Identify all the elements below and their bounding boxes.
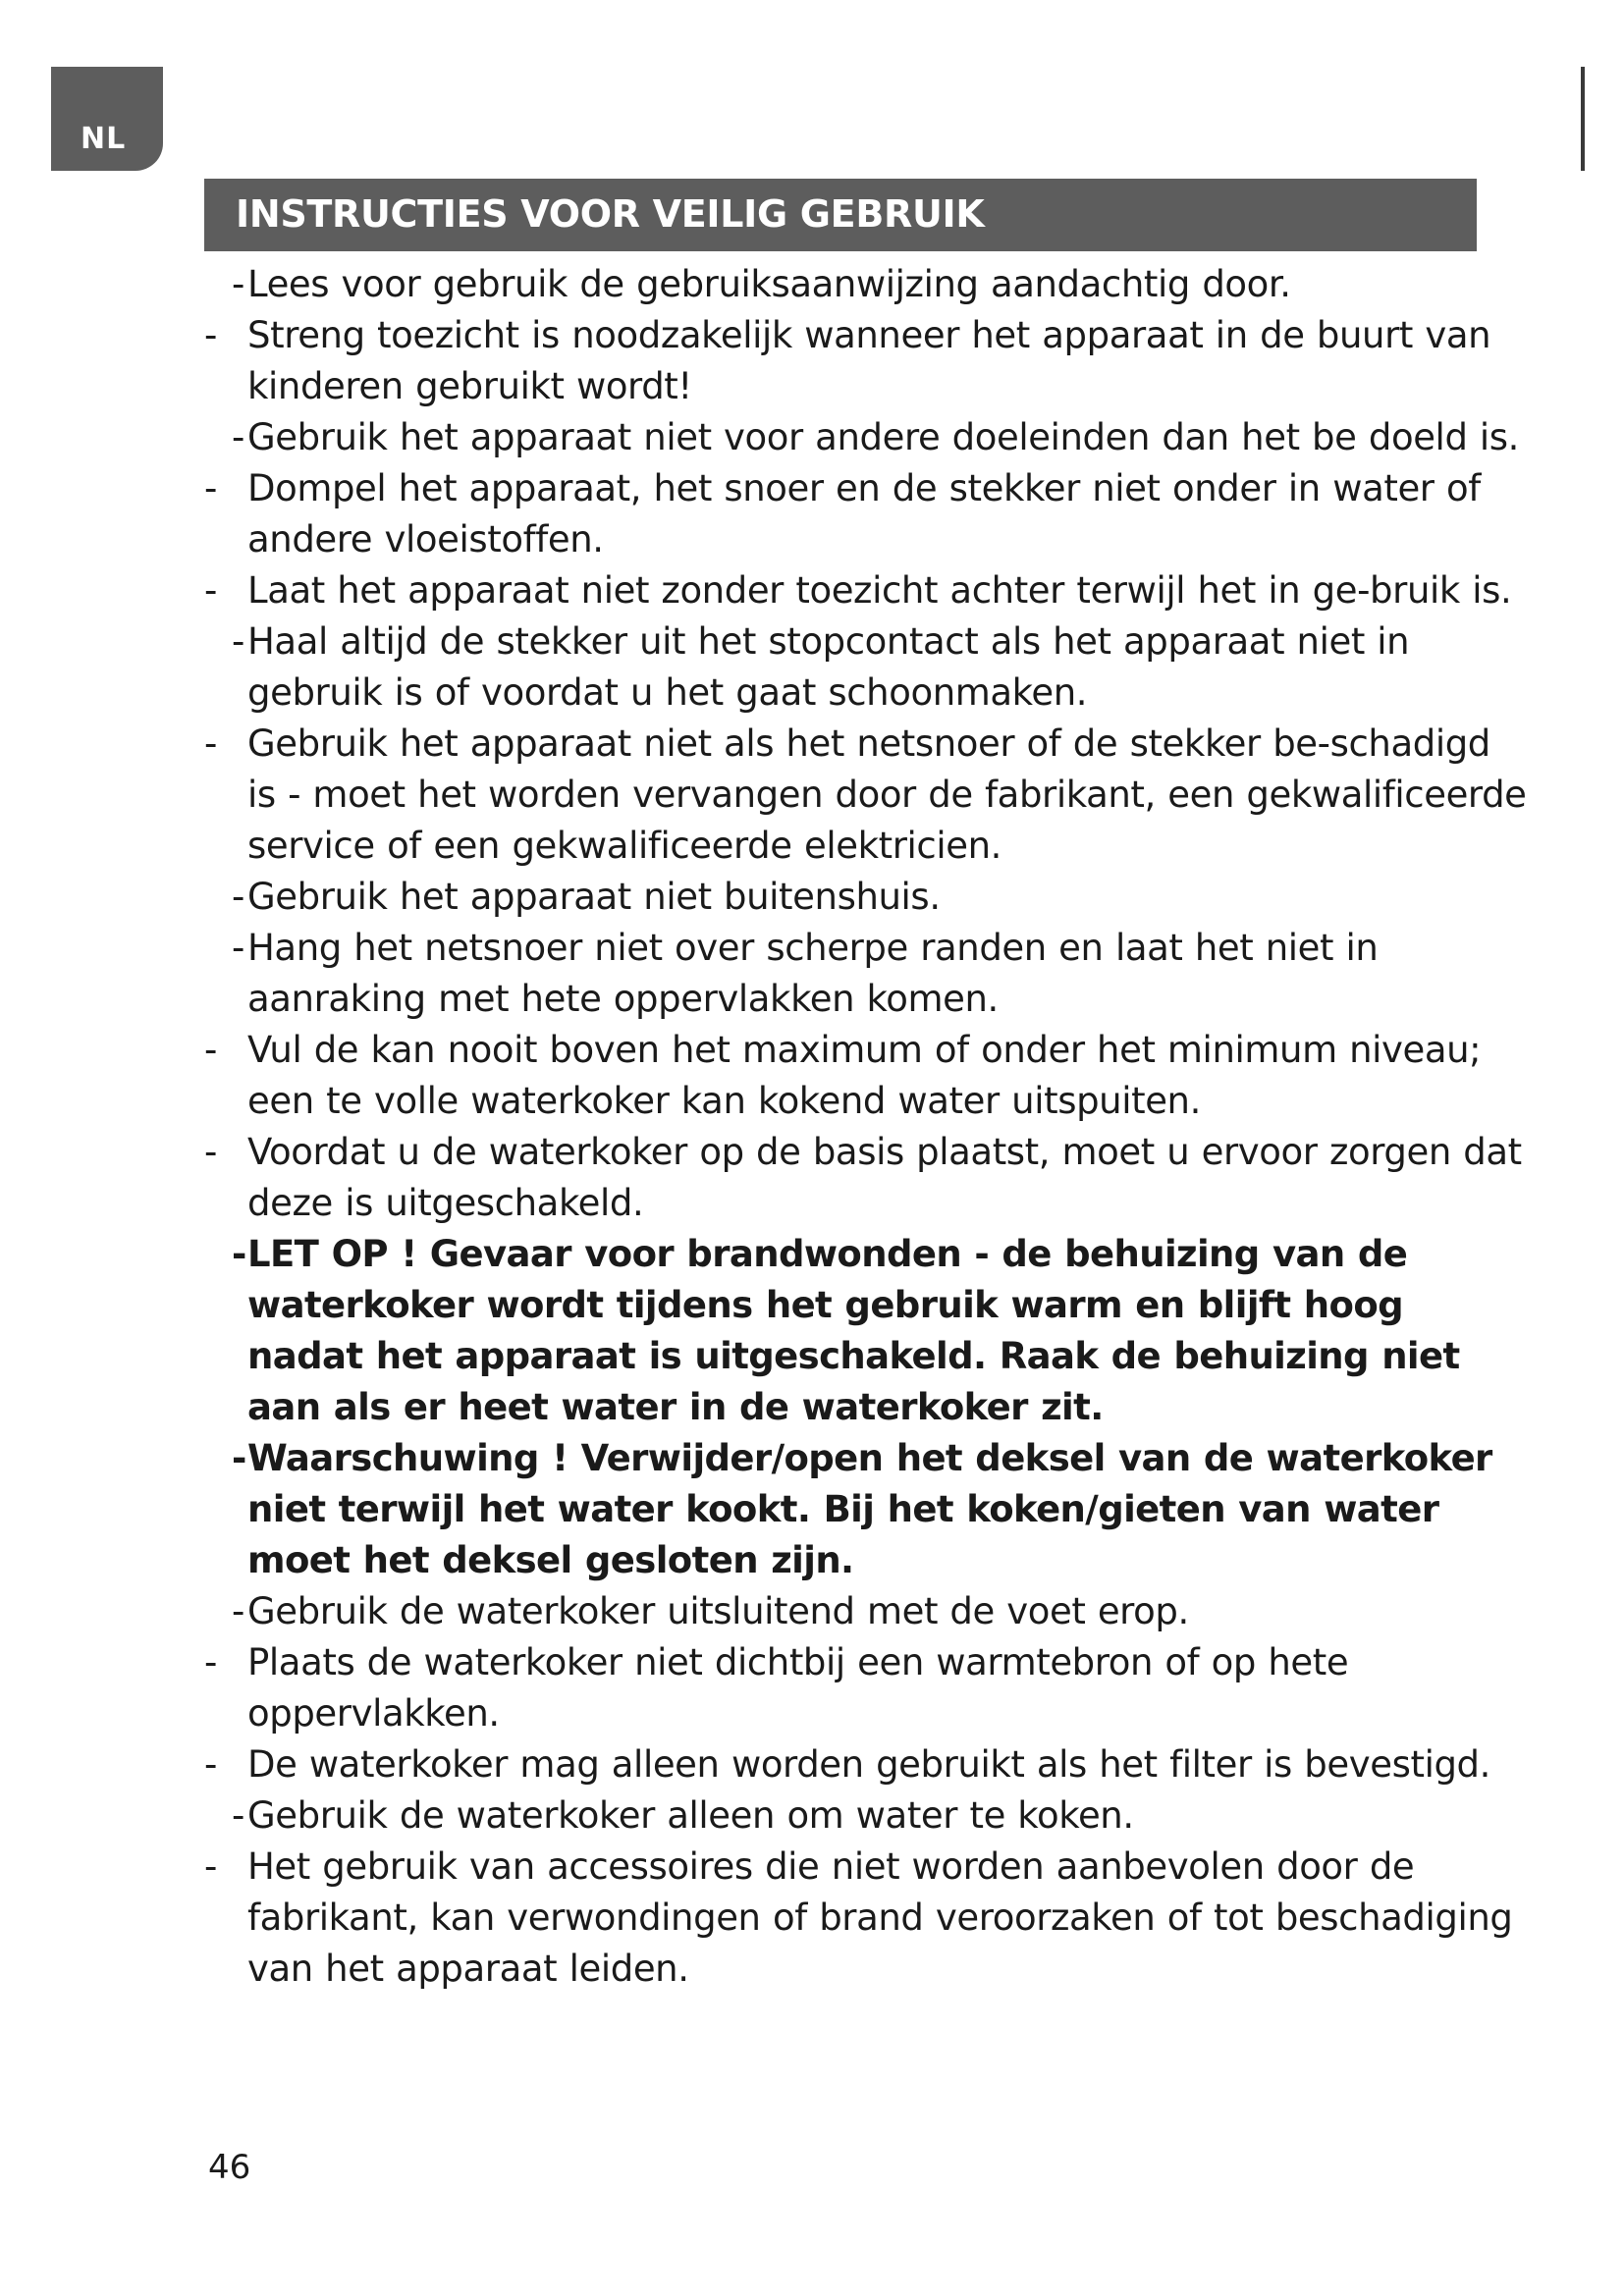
instruction-item — [204, 1790, 1530, 1842]
language-tab — [51, 67, 163, 171]
instruction-item — [204, 719, 1530, 872]
bullet-dash: - — [232, 1794, 244, 1837]
instruction-item — [204, 412, 1530, 463]
instruction-item — [204, 923, 1530, 1025]
bullet-dash: - — [232, 1437, 246, 1479]
bullet-dash: - — [232, 263, 244, 305]
section-header — [204, 179, 1477, 251]
instruction-item — [204, 1229, 1530, 1433]
bullet-dash: - — [204, 1743, 217, 1786]
instruction-item — [204, 310, 1530, 412]
instruction-text: LET OP ! Gevaar voor brandwonden - de behuizing van de waterkoker wordt tijdens het gebruik warm en blijft hoog nadat het apparaat is uitgeschakeld. Raak de behuizing niet aan als er heet water in de waterkoker zit. — [247, 1233, 1460, 1428]
instruction-item — [204, 1637, 1530, 1739]
instruction-text: Gebruik het apparaat niet voor andere doeleinden dan het be doeld is. — [247, 416, 1520, 458]
instruction-text: Gebruik de waterkoker alleen om water te koken. — [247, 1794, 1134, 1837]
bullet-dash: - — [204, 722, 217, 765]
instruction-text: Het gebruik van accessoires die niet worden aanbevolen door de fabrikant, kan verwondingen of brand veroorzaken of tot beschadiging van het apparaat leiden. — [247, 1845, 1513, 1990]
instruction-item — [204, 463, 1530, 565]
instruction-text: Vul de kan nooit boven het maximum of onder het minimum niveau; een te volle waterkoker kan kokend water uitspuiten. — [247, 1029, 1482, 1122]
instruction-text: Hang het netsnoer niet over scherpe randen en laat het niet in aanraking met hete oppervlakken komen. — [247, 927, 1379, 1020]
instruction-item — [204, 259, 1530, 310]
instruction-text: Laat het apparaat niet zonder toezicht achter terwijl het in ge-bruik is. — [247, 569, 1512, 612]
instruction-text: Gebruik de waterkoker uitsluitend met de voet erop. — [247, 1590, 1189, 1632]
bullet-dash: - — [204, 1845, 217, 1888]
bullet-dash: - — [204, 467, 217, 509]
bullet-dash: - — [232, 620, 244, 663]
language-label: NL — [81, 122, 127, 156]
instruction-item — [204, 1127, 1530, 1229]
instruction-item — [204, 565, 1530, 616]
instruction-text: Haal altijd de stekker uit het stopcontact als het apparaat niet in gebruik is of voordat u het gaat schoonmaken. — [247, 620, 1410, 714]
instruction-item — [204, 1739, 1530, 1790]
page-number: 46 — [208, 2148, 251, 2187]
instruction-text: Voordat u de waterkoker op de basis plaatst, moet u ervoor zorgen dat deze is uitgeschakeld. — [247, 1131, 1522, 1224]
instruction-text: Streng toezicht is noodzakelijk wanneer het apparaat in de buurt van kinderen gebruikt wordt! — [247, 314, 1491, 407]
bullet-dash: - — [232, 876, 244, 918]
page-edge-marker — [1581, 67, 1585, 171]
bullet-dash: - — [204, 569, 217, 612]
section-title: INSTRUCTIES VOOR VEILIG GEBRUIK — [236, 192, 985, 236]
instruction-list — [204, 259, 1530, 1995]
instruction-text: Gebruik het apparaat niet als het netsnoer of de stekker be-schadigd is - moet het worden vervangen door de fabrikant, een gekwalificeerde service of een gekwalificeerde elektricien. — [247, 722, 1527, 867]
bullet-dash: - — [232, 1590, 244, 1632]
instruction-item — [204, 616, 1530, 719]
instruction-item — [204, 872, 1530, 923]
instruction-item — [204, 1433, 1530, 1586]
instruction-text: Gebruik het apparaat niet buitenshuis. — [247, 876, 941, 918]
instruction-item — [204, 1842, 1530, 1995]
bullet-dash: - — [204, 1131, 217, 1173]
instruction-item — [204, 1586, 1530, 1637]
instruction-text: Dompel het apparaat, het snoer en de stekker niet onder in water of andere vloeistoffen. — [247, 467, 1481, 561]
instruction-text: De waterkoker mag alleen worden gebruikt als het filter is bevestigd. — [247, 1743, 1490, 1786]
bullet-dash: - — [204, 314, 217, 356]
instruction-text: Lees voor gebruik de gebruiksaanwijzing aandachtig door. — [247, 263, 1291, 305]
bullet-dash: - — [204, 1641, 217, 1683]
instruction-item — [204, 1025, 1530, 1127]
bullet-dash: - — [232, 416, 244, 458]
instruction-text: Plaats de waterkoker niet dichtbij een warmtebron of op hete oppervlakken. — [247, 1641, 1349, 1735]
instruction-text: Waarschuwing ! Verwijder/open het deksel van de waterkoker niet terwijl het water kookt. Bij het koken/gieten van water moet het deksel gesloten zijn. — [247, 1437, 1492, 1581]
bullet-dash: - — [204, 1029, 217, 1071]
bullet-dash: - — [232, 1233, 246, 1275]
bullet-dash: - — [232, 927, 244, 969]
